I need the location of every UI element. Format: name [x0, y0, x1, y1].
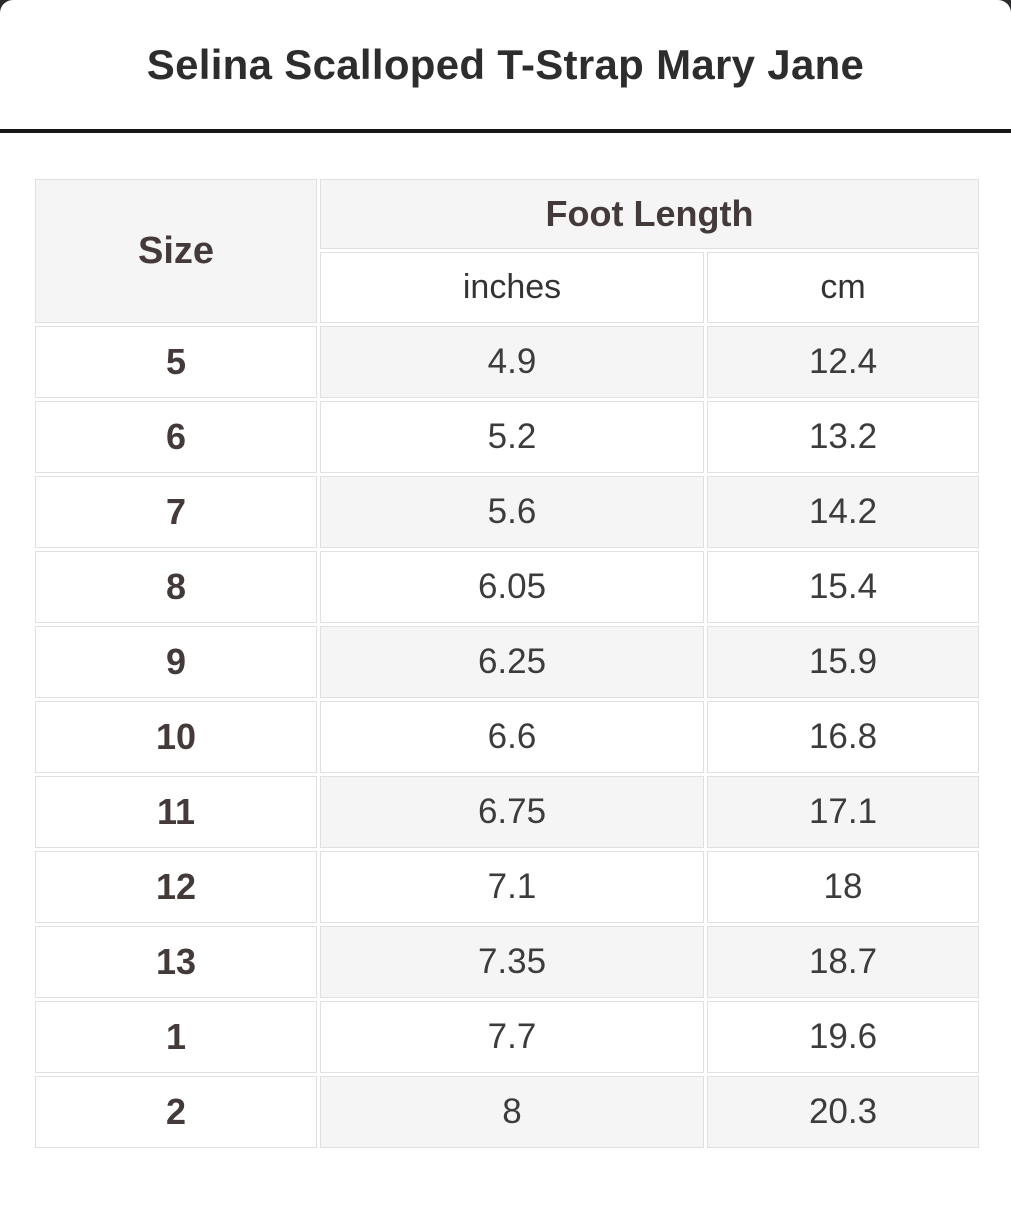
table-row	[35, 851, 979, 923]
group-header-row	[35, 179, 979, 249]
size-cell: 5	[35, 326, 317, 398]
inches-cell: 5.6	[320, 476, 704, 548]
size-cell: 9	[35, 626, 317, 698]
table-row	[35, 701, 979, 773]
cm-column-header: cm	[707, 252, 979, 323]
cm-cell: 15.4	[707, 551, 979, 623]
size-cell: 6	[35, 401, 317, 473]
size-cell: 1	[35, 1001, 317, 1073]
inches-cell: 7.1	[320, 851, 704, 923]
size-cell: 11	[35, 776, 317, 848]
inches-column-header: inches	[320, 252, 704, 323]
chart-header	[0, 0, 1011, 133]
page-title: Selina Scalloped T-Strap Mary Jane	[146, 40, 865, 88]
cm-cell: 17.1	[707, 776, 979, 848]
cm-cell: 14.2	[707, 476, 979, 548]
inches-cell: 7.35	[320, 926, 704, 998]
size-chart-table	[32, 176, 982, 1151]
size-rows	[35, 326, 979, 1148]
cm-cell: 13.2	[707, 401, 979, 473]
inches-cell: 8	[320, 1076, 704, 1148]
inches-cell: 6.75	[320, 776, 704, 848]
inches-cell: 6.05	[320, 551, 704, 623]
size-cell: 7	[35, 476, 317, 548]
cm-cell: 18.7	[707, 926, 979, 998]
size-cell: 2	[35, 1076, 317, 1148]
table-row	[35, 1001, 979, 1073]
size-cell: 13	[35, 926, 317, 998]
cm-cell: 16.8	[707, 701, 979, 773]
size-cell: 8	[35, 551, 317, 623]
size-cell: 10	[35, 701, 317, 773]
size-column-header: Size	[35, 179, 317, 323]
table-row	[35, 401, 979, 473]
foot-length-header: Foot Length	[320, 179, 979, 249]
table-row	[35, 626, 979, 698]
cm-cell: 20.3	[707, 1076, 979, 1148]
size-chart-container	[32, 176, 1011, 1151]
size-cell: 12	[35, 851, 317, 923]
cm-cell: 15.9	[707, 626, 979, 698]
table-row	[35, 776, 979, 848]
table-row	[35, 476, 979, 548]
cm-cell: 18	[707, 851, 979, 923]
table-row	[35, 326, 979, 398]
inches-cell: 6.6	[320, 701, 704, 773]
table-row	[35, 926, 979, 998]
inches-cell: 4.9	[320, 326, 704, 398]
table-row	[35, 551, 979, 623]
cm-cell: 12.4	[707, 326, 979, 398]
inches-cell: 6.25	[320, 626, 704, 698]
cm-cell: 19.6	[707, 1001, 979, 1073]
inches-cell: 5.2	[320, 401, 704, 473]
table-row	[35, 1076, 979, 1148]
inches-cell: 7.7	[320, 1001, 704, 1073]
